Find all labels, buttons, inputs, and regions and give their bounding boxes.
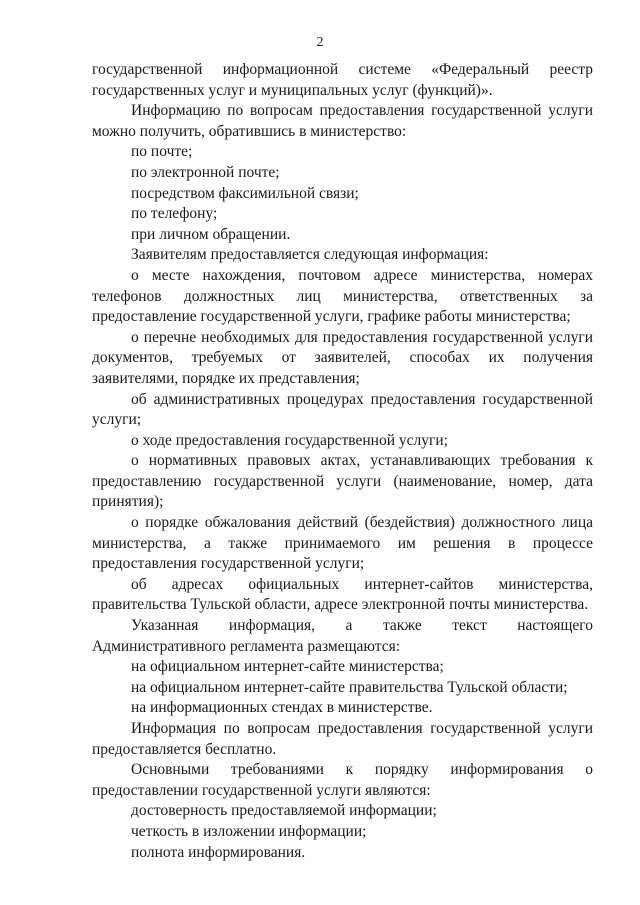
- list-item-progress: о ходе предоставления государственной услуги;: [131, 431, 448, 449]
- paragraph-registry-ref: государственной информационной системе «Федеральный реестр государственных услуг и муниципальных услуг (функций)».: [92, 61, 593, 99]
- list-item-reliability: достоверность предоставляемой информации;: [131, 802, 437, 820]
- list-item-email: по электронной почте;: [131, 163, 280, 181]
- list-item-completeness: полнота информирования.: [131, 843, 306, 861]
- list-item-phone: по телефону;: [131, 205, 218, 223]
- list-item-procedures: об административных процедурах предоставления государственной услуги;: [92, 390, 593, 429]
- paragraph-free-info: Информация по вопросам предоставления государственной услуги предоставляется бесплатно.: [92, 720, 593, 758]
- paragraph-info-sources: Информацию по вопросам предоставления государственной услуги можно получить, обратившись в министерство:: [92, 102, 593, 140]
- list-item-fax: посредством факсимильной связи;: [131, 184, 359, 202]
- list-item-ministry-site: на официальном интернет-сайте министерства;: [131, 658, 444, 676]
- list-item-mail: по почте;: [131, 143, 193, 161]
- list-item-in-person: при личном обращении.: [131, 225, 291, 243]
- paragraph-requirements: Основными требованиями к порядку информирования о предоставлении государственной услуги являются:: [92, 761, 593, 799]
- paragraph-applicant-info: Заявителям предоставляется следующая информация:: [131, 246, 489, 264]
- list-item-websites: об адресах официальных интернет-сайтов министерства, правительства Тульской области, адресе электронной почты министерства.: [92, 575, 593, 614]
- page-number: 2: [316, 35, 324, 50]
- list-item-clarity: четкость в изложении информации;: [131, 822, 367, 840]
- document-body: [92, 60, 593, 863]
- list-item-appeal: о порядке обжалования действий (бездействия) должностного лица министерства, а также принимаемого им решения в процессе предоставления государственной услуги;: [92, 514, 593, 573]
- list-item-government-site: на официальном интернет-сайте правительства Тульской области;: [131, 678, 568, 696]
- list-item-documents: о перечне необходимых для предоставления государственной услуги документов, требуемых от заявителей, способах их получения заявителями, порядке их представления;: [92, 328, 593, 387]
- list-item-location: о месте нахождения, почтовом адресе министерства, номерах телефонов должностных лиц министерства, ответственных за предоставление государственной услуги, графике работы министерства;: [92, 266, 593, 326]
- list-item-legal-acts: о нормативных правовых актах, устанавливающих требования к предоставлению государственной услуги (наименование, номер, дата принятия);: [92, 452, 593, 511]
- paragraph-placement: Указанная информация, а также текст настоящего Административного регламента размещаются:: [92, 617, 593, 655]
- list-item-stands: на информационных стендах в министерстве.: [131, 699, 433, 717]
